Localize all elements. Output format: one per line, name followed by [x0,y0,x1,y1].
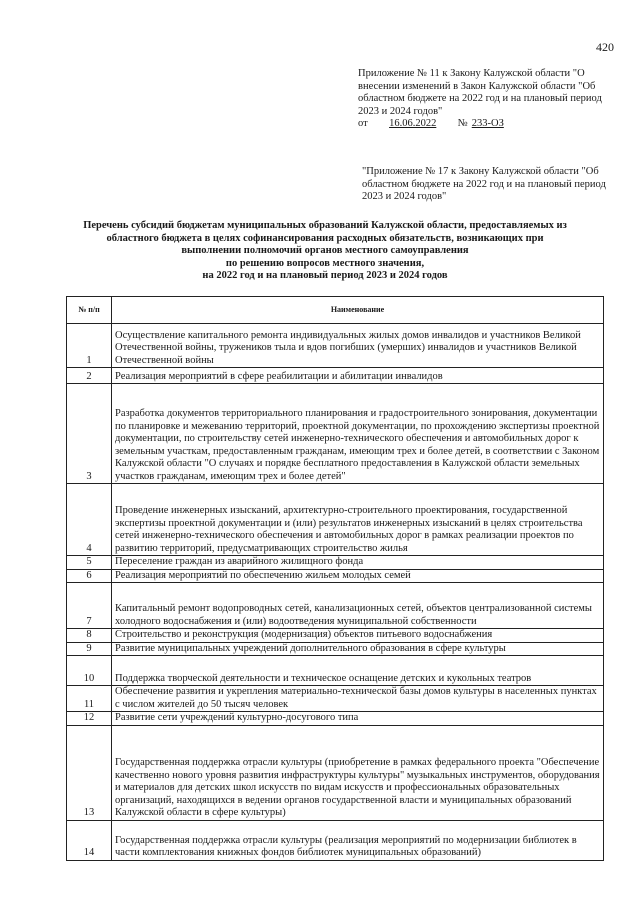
annex-number: 233-ОЗ [471,118,504,129]
header-num: № п/п [67,297,112,324]
row-num: 10 [67,656,112,686]
row-name: Государственная поддержка отрасли культуры (приобретение в рамках федерального проекта "Обеспечение качественно нового уровня развития инфраструктуры культуры" музыкальных инструментов, оборудования и материалов для детских школ искусств по видам искусств и профессиональных образовательных организаций, находящихся в ведении органов государственной власти и муниципальных образований Калужской области в сфере культуры) [112,725,604,820]
row-name: Капитальный ремонт водопроводных сетей, канализационных сетей, объектов централизованной системы холодного водоснабжения и (или) водоотведения муниципальной собственности [112,583,604,629]
row-name: Развитие муниципальных учреждений дополнительного образования в сфере культуры [112,642,604,656]
row-num: 11 [67,686,112,712]
row-num: 7 [67,583,112,629]
row-name: Строительство и реконструкция (модернизация) объектов питьевого водоснабжения [112,629,604,643]
row-name: Переселение граждан из аварийного жилищного фонда [112,556,604,570]
row-name: Разработка документов территориального планирования и градостроительного зонирования, документации по планировке и межеванию территорий, проектной документации, по прохождению экспертизы проектной документации, по строительству сетей инженерно-технического обеспечения и автомобильных дорог к земельным участкам, предоставленным гражданам, имеющим трех и более детей, в соответствии с Законом Калужской области "О случаях и порядке бесплатного предоставления в Калужской области земельных участков гражданам, имеющим трех и более детей" [112,384,604,484]
row-num: 3 [67,384,112,484]
annex2-header: "Приложение № 17 к Закону Калужской области "Об областном бюджете на 2022 год и на плановый период 2023 и 2024 годов" [362,166,606,202]
table-row [67,569,604,583]
table-row [67,712,604,726]
annex-date: 16.06.2022 [389,118,437,129]
table-row [67,686,604,712]
row-num: 5 [67,556,112,570]
title-line-1: Перечень субсидий бюджетам муниципальных образований Калужской области, предоставляемых из [83,220,567,231]
row-num: 4 [67,484,112,556]
subsidies-table [66,296,604,861]
header-name: Наименование [112,297,604,324]
row-num: 6 [67,569,112,583]
table-row [67,629,604,643]
annex-doc-reference [358,118,608,131]
table-row [67,384,604,484]
table-row [67,324,604,368]
table-row [67,656,604,686]
annex-header [358,68,608,131]
row-name: Проведение инженерных изысканий, архитектурно-строительного проектирования, государственной экспертизы проектной документации и (или) результатов инженерных изысканий в целях строительства сетей инженерно-технического обеспечения и автомобильных дорог в рамках реализации проектов по развитию территорий, предусматривающих строительство жилья [112,484,604,556]
row-name: Обеспечение развития и укрепления материально-технической базы домов культуры в населенных пунктах с числом жителей до 50 тысяч человек [112,686,604,712]
table-row [67,583,604,629]
row-num: 12 [67,712,112,726]
row-name: Государственная поддержка отрасли культуры (реализация мероприятий по модернизации библиотек в части комплектования книжных фондов библиотек муниципальных образований) [112,820,604,860]
row-name: Реализация мероприятий по обеспечению жильем молодых семей [112,569,604,583]
annex-text: Приложение № 11 к Закону Калужской области "О внесении изменений в Закон Калужской области "Об областном бюджете на 2022 год и на плановый период 2023 и 2024 годов" [358,68,602,117]
table-row [67,484,604,556]
table-row [67,642,604,656]
title-line-4: по решению вопросов местного значения, [225,257,425,269]
row-num: 9 [67,642,112,656]
row-num: 1 [67,324,112,368]
annex-from-label: от [358,118,368,129]
annex-number-label: № [457,118,468,129]
document-title [60,220,590,283]
row-name: Поддержка творческой деятельности и техническое оснащение детских и кукольных театров [112,656,604,686]
row-num: 8 [67,629,112,643]
row-num: 2 [67,368,112,384]
row-name: Осуществление капитального ремонта индивидуальных жилых домов инвалидов и участников Великой Отечественной войны, тружеников тыла и вдов погибших (умерших) инвалидов и участников Великой Отечественной войны [112,324,604,368]
title-line-3: выполнении полномочий органов местного самоуправления [181,245,469,256]
title-line-5: на 2022 год и на плановый период 2023 и 2024 годов [202,270,448,281]
row-num: 13 [67,725,112,820]
row-name: Развитие сети учреждений культурно-досугового типа [112,712,604,726]
row-num: 14 [67,820,112,860]
table-row [67,820,604,860]
table-row [67,725,604,820]
row-name: Реализация мероприятий в сфере реабилитации и абилитации инвалидов [112,368,604,384]
table-header-row [67,297,604,324]
page-number: 420 [596,40,614,54]
table-row [67,368,604,384]
table-row [67,556,604,570]
title-line-2: областного бюджета в целях софинансирования расходных обязательств, возникающих при [106,232,544,244]
